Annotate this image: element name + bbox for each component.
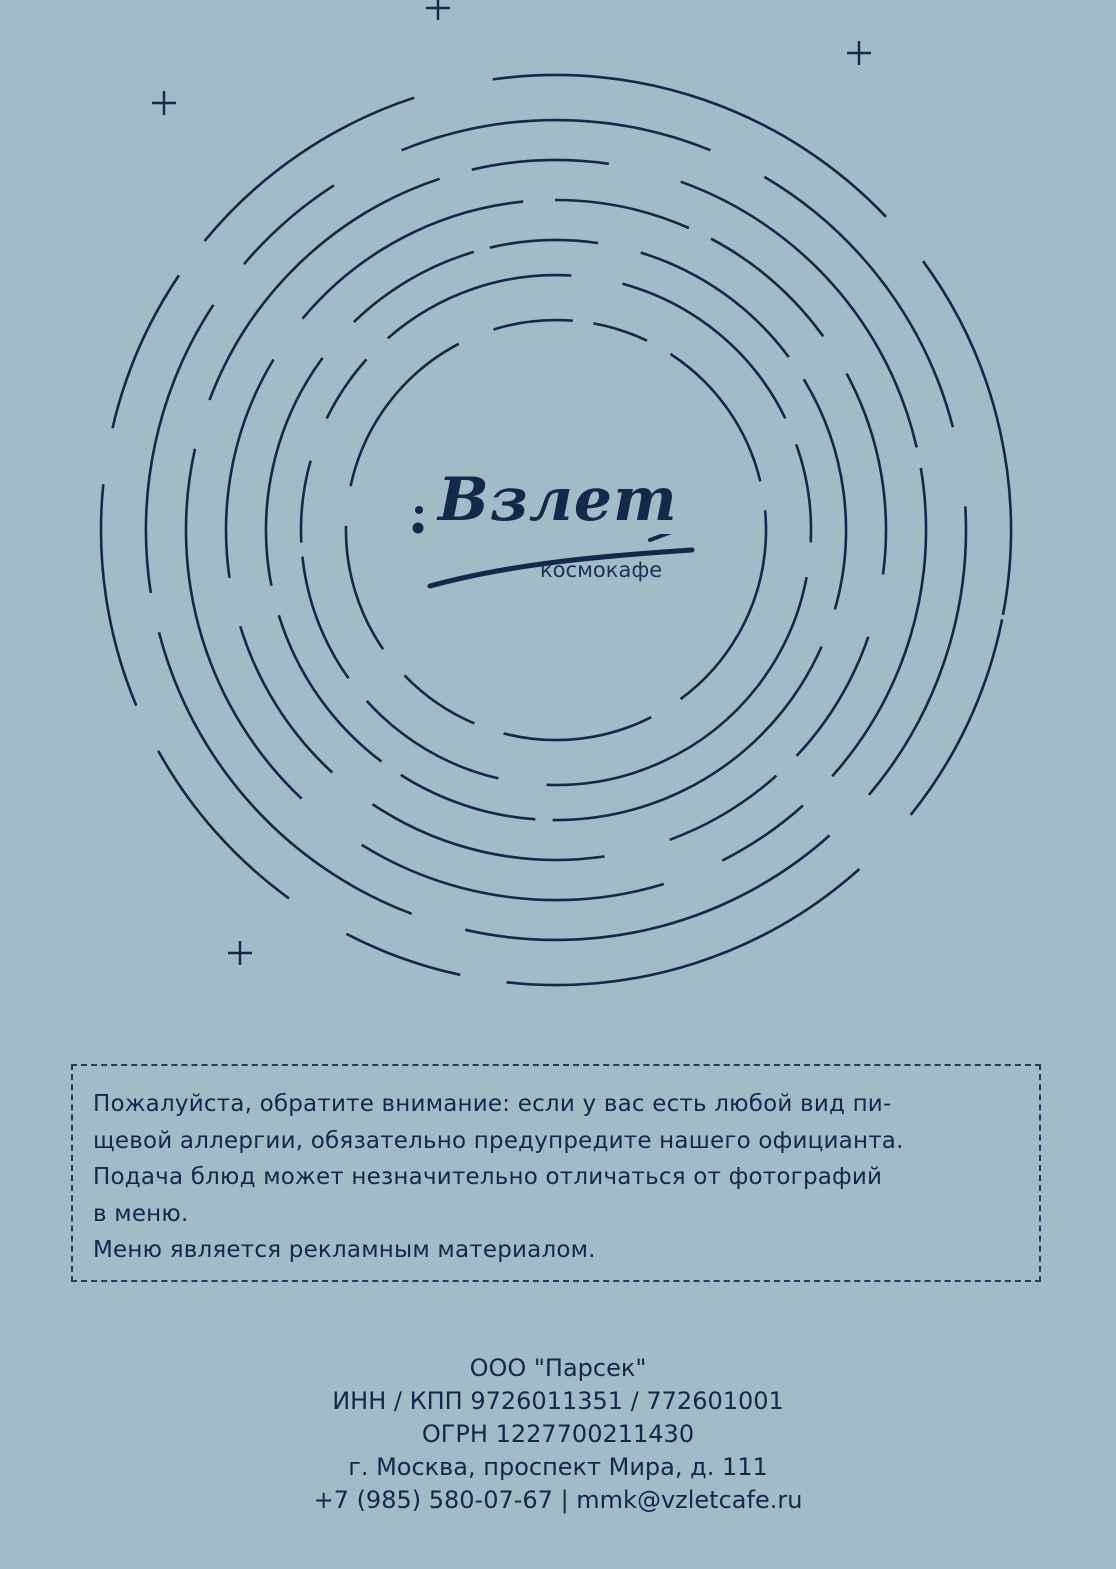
ring-segment <box>949 506 966 647</box>
ring-segment <box>205 98 415 241</box>
ring-segment <box>849 637 868 681</box>
ring-segment <box>911 619 1002 815</box>
ring-segment <box>869 647 949 795</box>
ring-segment <box>555 200 689 228</box>
ring-segment <box>722 806 803 861</box>
ring-segment <box>797 681 850 756</box>
ring-segment <box>354 252 474 322</box>
ring-segment <box>146 305 213 593</box>
ring-segment <box>507 869 860 985</box>
ring-segment <box>159 632 412 914</box>
notice-line: Подача блюд может незначительно отличаться от фотографий <box>93 1164 883 1191</box>
ring-segment <box>240 626 332 772</box>
ring-segment <box>593 323 647 340</box>
ring-segment <box>346 934 460 975</box>
ring-segment <box>711 239 823 337</box>
ring-segment <box>832 668 899 776</box>
ring-segment <box>804 379 846 609</box>
ring-segment <box>801 647 822 687</box>
ring-segment <box>765 510 766 541</box>
company-address: г. Москва, проспект Мира, д. 111 <box>348 1453 768 1481</box>
ring-segment <box>670 776 777 840</box>
ring-segment <box>302 557 348 679</box>
ring-segment <box>113 275 179 428</box>
ring-segment <box>472 160 609 170</box>
ring-segment <box>346 526 383 649</box>
ring-segment <box>796 444 811 542</box>
ring-segment <box>327 359 367 418</box>
ring-segment <box>490 240 599 248</box>
ring-segment <box>388 275 572 338</box>
ring-segment <box>847 374 886 575</box>
ring-segment <box>899 468 926 668</box>
notice-line: Меню является рекламным материалом. <box>93 1237 596 1264</box>
company-contacts: +7 (985) 580-07-67 | mmk@vzletcafe.ru <box>313 1486 803 1514</box>
company-name: ООО "Парсек" <box>469 1354 647 1382</box>
brand-name: Взлет <box>438 465 678 535</box>
ring-segment <box>547 687 758 785</box>
ring-segment <box>493 75 886 217</box>
ring-segment <box>504 717 652 740</box>
ring-segment <box>623 284 786 419</box>
ring-segment <box>405 675 475 723</box>
ring-segment <box>764 177 953 427</box>
ring-segment <box>210 179 440 400</box>
ring-segment <box>303 202 524 319</box>
brand-logo <box>400 462 710 602</box>
ring-segment <box>401 775 536 819</box>
ring-segment <box>101 484 136 705</box>
company-footer <box>0 1352 1116 1517</box>
plus-star-icon <box>426 0 450 20</box>
notice-line: щевой аллергии, обязательно предупредите нашего официанта. <box>93 1127 904 1154</box>
ring-segment <box>367 701 499 779</box>
ring-segment <box>244 185 334 264</box>
ring-segment <box>681 182 917 448</box>
ring-segment <box>757 577 806 686</box>
ring-segment <box>402 120 711 150</box>
ring-segment <box>553 686 801 820</box>
ring-segment <box>362 845 664 900</box>
allergy-notice <box>71 1064 1041 1282</box>
ring-segment <box>279 615 382 761</box>
ring-segment <box>641 253 789 358</box>
plus-star-icon <box>152 91 176 115</box>
ring-segment <box>266 358 323 586</box>
notice-line: в меню. <box>93 1200 189 1227</box>
company-ogrn: ОГРН 1227700211430 <box>421 1420 695 1448</box>
ring-segment <box>494 320 573 329</box>
brand-subtitle: космокафе <box>540 558 663 582</box>
company-inn-kpp: ИНН / КПП 9726011351 / 772601001 <box>332 1387 784 1415</box>
notice-line: Пожалуйста, обратите внимание: если у вас есть любой вид пи- <box>93 1091 892 1117</box>
ring-segment <box>923 261 1011 615</box>
plus-star-icon <box>228 941 252 965</box>
ring-segment <box>186 449 302 799</box>
ring-segment <box>301 461 311 543</box>
plus-star-icon <box>847 41 871 65</box>
